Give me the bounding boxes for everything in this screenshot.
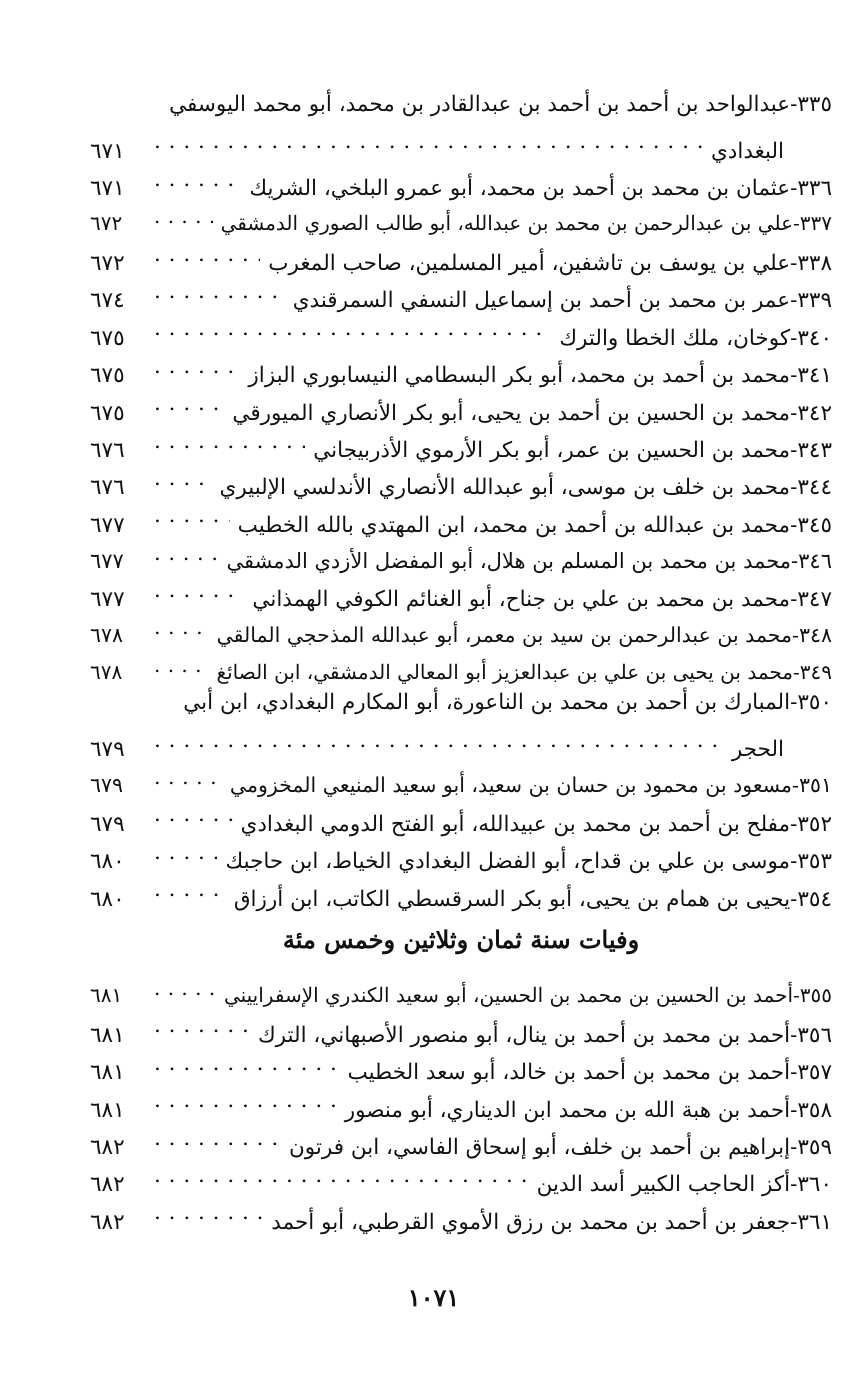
entry-number: ٣٥٥- bbox=[793, 983, 832, 1007]
entry-number: ٣٤٨- bbox=[792, 623, 832, 648]
entry-page-ref: ٦٧٧ bbox=[90, 587, 125, 613]
entry-number: ٣٦١- bbox=[790, 1209, 832, 1235]
entry-page-ref: ٦٧١ bbox=[90, 138, 125, 164]
toc-entry bbox=[90, 123, 832, 164]
entry-title: محمد بن الحسين بن عمر، أبو بكر الأرموي الأذربيجاني bbox=[313, 437, 791, 463]
entry-number: ٣٤٠- bbox=[790, 325, 832, 351]
entry-page-ref: ٦٨٠ bbox=[90, 849, 125, 875]
dot-leader bbox=[154, 609, 209, 642]
entry-page-ref: ٦٧٤ bbox=[90, 288, 125, 314]
entry-page-ref: ٦٧٧ bbox=[90, 549, 124, 574]
entry-page-ref: ٦٨١ bbox=[90, 983, 123, 1007]
entry-title: محمد بن أحمد بن محمد، أبو بكر البسطامي النيسابوري البزاز bbox=[248, 363, 791, 389]
entry-page-ref: ٦٧٨ bbox=[90, 659, 123, 684]
dot-leader bbox=[154, 796, 233, 830]
dot-leader bbox=[154, 871, 226, 905]
entry-title: عبدالواحد بن أحمد بن أحمد بن عبدالقادر بن محمد، أبو محمد اليوسفي bbox=[169, 92, 791, 117]
entry-title: كوخان، ملك الخطا والترك bbox=[559, 325, 791, 351]
entry-title: يحيى بن همام بن يحيى، أبو بكر السرقسطي الكاتب، ابن أرزاق bbox=[233, 886, 791, 912]
entry-page-ref: ٦٧٧ bbox=[90, 512, 125, 538]
dot-leader bbox=[154, 572, 244, 606]
entry-page-ref: ٦٧١ bbox=[90, 176, 125, 202]
dot-leader bbox=[154, 385, 224, 419]
dot-leader bbox=[154, 647, 208, 679]
entry-title: عثمان بن محمد بن أحمد بن محمد، أبو عمرو البلخي، الشريك bbox=[249, 176, 791, 202]
entry-number: ٣٥٩- bbox=[790, 1134, 832, 1160]
entry-number: ٣٦٠- bbox=[790, 1172, 832, 1198]
entry-number: ٣٥١- bbox=[792, 772, 832, 797]
entry-number: ٣٥٨- bbox=[790, 1097, 832, 1123]
entry-number: ٣٣٨- bbox=[790, 250, 832, 276]
dot-leader bbox=[154, 460, 212, 494]
dot-leader bbox=[154, 1007, 250, 1041]
dot-leader bbox=[154, 273, 285, 307]
entry-number: ٣٤٣- bbox=[790, 437, 832, 463]
entry-page-ref: ٦٧٨ bbox=[90, 623, 124, 648]
entry-page-ref: ٦٨٠ bbox=[90, 886, 125, 912]
entry-number: ٣٥٤- bbox=[790, 886, 832, 912]
dot-leader bbox=[154, 1045, 339, 1079]
dot-leader bbox=[154, 535, 218, 569]
entry-title: علي بن يوسف بن تاشفين، أمير المسلمين، صاحب المغرب bbox=[268, 250, 791, 276]
toc-entry bbox=[90, 86, 832, 123]
entry-title: أكز الحاجب الكبير أسد الدين bbox=[536, 1172, 791, 1198]
dot-leader bbox=[154, 497, 230, 531]
dot-leader bbox=[154, 1157, 529, 1191]
entry-page-ref: ٦٧٩ bbox=[90, 737, 125, 763]
dot-leader bbox=[154, 423, 305, 457]
entry-number: ٣٣٦- bbox=[790, 176, 832, 202]
entry-number: ٣٤٦- bbox=[791, 549, 832, 574]
entry-title: محمد بن خلف بن موسى، أبو عبدالله الأنصاري الأندلسي الإلبيري bbox=[219, 475, 791, 501]
entry-title: محمد بن عبدالرحمن بن سيد بن معمر، أبو عبدالله المذحجي المالقي bbox=[216, 623, 793, 648]
entry-title: أحمد بن محمد بن أحمد بن ينال، أبو منصور الأصبهاني، الترك bbox=[257, 1022, 791, 1048]
entry-title: محمد بن محمد بن علي بن جناح، أبو الغنائم الكوفي الهمذاني bbox=[252, 587, 791, 613]
entry-number: ٣٤١- bbox=[790, 363, 832, 389]
entry-page-ref: ٦٨٢ bbox=[90, 1172, 125, 1198]
entry-number: ٣٤٧- bbox=[790, 587, 832, 613]
entry-page-ref: ٦٧٥ bbox=[90, 400, 125, 426]
entry-number: ٣٤٥- bbox=[790, 512, 832, 538]
entries-list-after bbox=[90, 970, 832, 1235]
entry-number: ٣٥٣- bbox=[790, 849, 832, 875]
entry-page-ref: ٦٨١ bbox=[90, 1060, 125, 1086]
entry-page-ref: ٦٧٢ bbox=[90, 250, 125, 276]
entry-title: البغدادي bbox=[710, 138, 784, 164]
toc-entry bbox=[90, 759, 832, 796]
entry-title: علي بن عبدالرحمن بن محمد بن عبدالله، أبو طالب الصوري الدمشقي bbox=[220, 211, 793, 236]
entry-number: ٣٥٦- bbox=[790, 1022, 832, 1048]
entry-title: أحمد بن هبة الله بن محمد ابن الديناري، أبو منصور bbox=[344, 1097, 791, 1123]
entry-number: ٣٣٥- bbox=[790, 92, 832, 117]
entry-number: ٣٥٠- bbox=[790, 690, 832, 716]
page-number: ١٠٧١ bbox=[407, 1283, 460, 1312]
dot-leader bbox=[154, 123, 703, 157]
entry-number: ٣٤٤- bbox=[790, 475, 832, 501]
toc-entry bbox=[90, 684, 832, 721]
entry-title: الحجر bbox=[731, 737, 784, 763]
toc-entry bbox=[90, 722, 832, 763]
entry-title: محمد بن محمد بن المسلم بن هلال، أبو المفضل الأزدي الدمشقي bbox=[226, 549, 792, 574]
entry-title: المبارك بن أحمد بن محمد بن الناعورة، أبو المكارم البغدادي، ابن أبي bbox=[183, 690, 791, 716]
entry-title: أحمد بن محمد بن أحمد بن خالد، أبو سعد الخطيب bbox=[347, 1060, 791, 1086]
entry-number: ٣٣٩- bbox=[790, 288, 832, 314]
entry-page-ref: ٦٧٢ bbox=[90, 211, 123, 236]
entry-page-ref: ٦٨١ bbox=[90, 1097, 125, 1123]
entry-title: جعفر بن أحمد بن محمد بن رزق الأموي القرطبي، أبو أحمد bbox=[271, 1209, 791, 1235]
entry-title: موسى بن علي بن قداح، أبو الفضل البغدادي الخياط، ابن حاجبك bbox=[225, 849, 791, 875]
dot-leader bbox=[154, 1082, 337, 1116]
entry-page-ref: ٦٧٦ bbox=[90, 437, 125, 463]
entry-number: ٣٣٧- bbox=[793, 211, 832, 236]
entry-page-ref: ٦٧٩ bbox=[90, 811, 125, 837]
entry-number: ٣٤٢- bbox=[790, 400, 832, 426]
entry-title: مسعود بن محمود بن حسان بن سعيد، أبو سعيد المنيعي المخزومي bbox=[229, 772, 793, 797]
entry-title: أحمد بن الحسين بن محمد بن الحسين، أبو سعيد الكندري الإسفراييني bbox=[223, 983, 793, 1007]
dot-leader bbox=[154, 834, 217, 868]
section-heading: وفيات سنة ثمان وثلاثين وخمس مئة bbox=[282, 925, 640, 954]
entry-title: عمر بن محمد بن أحمد بن إسماعيل النسفي السمرقندي bbox=[292, 288, 791, 314]
entry-page-ref: ٦٧٥ bbox=[90, 363, 125, 389]
entry-title: محمد بن الحسين بن أحمد بن يحيى، أبو بكر الأنصاري الميورقي bbox=[232, 400, 791, 426]
dot-leader bbox=[154, 759, 222, 792]
dot-leader bbox=[154, 348, 240, 382]
entry-page-ref: ٦٧٦ bbox=[90, 475, 125, 501]
entry-page-ref: ٦٨٢ bbox=[90, 1134, 125, 1160]
toc-entry bbox=[90, 970, 832, 1007]
entry-title: محمد بن يحيى بن علي بن عبدالعزيز أبو المعالي الدمشقي، ابن الصائغ bbox=[216, 659, 793, 684]
entry-title: مفلح بن أحمد بن محمد بن عبيدالله، أبو الفتح الدومي البغدادي bbox=[240, 811, 791, 837]
dot-leader bbox=[154, 310, 551, 344]
entry-page-ref: ٦٧٩ bbox=[90, 772, 124, 797]
entry-page-ref: ٦٨٢ bbox=[90, 1209, 125, 1235]
entry-page-ref: ٦٧٥ bbox=[90, 325, 125, 351]
entry-number: ٣٥٢- bbox=[790, 811, 832, 837]
entry-number: ٣٥٧- bbox=[790, 1060, 832, 1086]
entry-page-ref: ٦٨١ bbox=[90, 1022, 125, 1048]
dot-leader bbox=[154, 198, 213, 230]
dot-leader bbox=[154, 722, 724, 756]
dot-leader bbox=[154, 236, 260, 270]
dot-leader bbox=[154, 161, 241, 195]
entries-list-before bbox=[90, 86, 832, 912]
entry-number: ٣٤٩- bbox=[793, 659, 832, 684]
entry-title: محمد بن عبدالله بن أحمد بن محمد، ابن المهتدي بالله الخطيب bbox=[237, 512, 791, 538]
dot-leader bbox=[154, 1120, 281, 1154]
dot-leader bbox=[154, 970, 216, 1002]
entry-title: إبراهيم بن أحمد بن خلف، أبو إسحاق الفاسي، ابن فرتون bbox=[289, 1134, 791, 1160]
dot-leader bbox=[154, 1194, 263, 1228]
